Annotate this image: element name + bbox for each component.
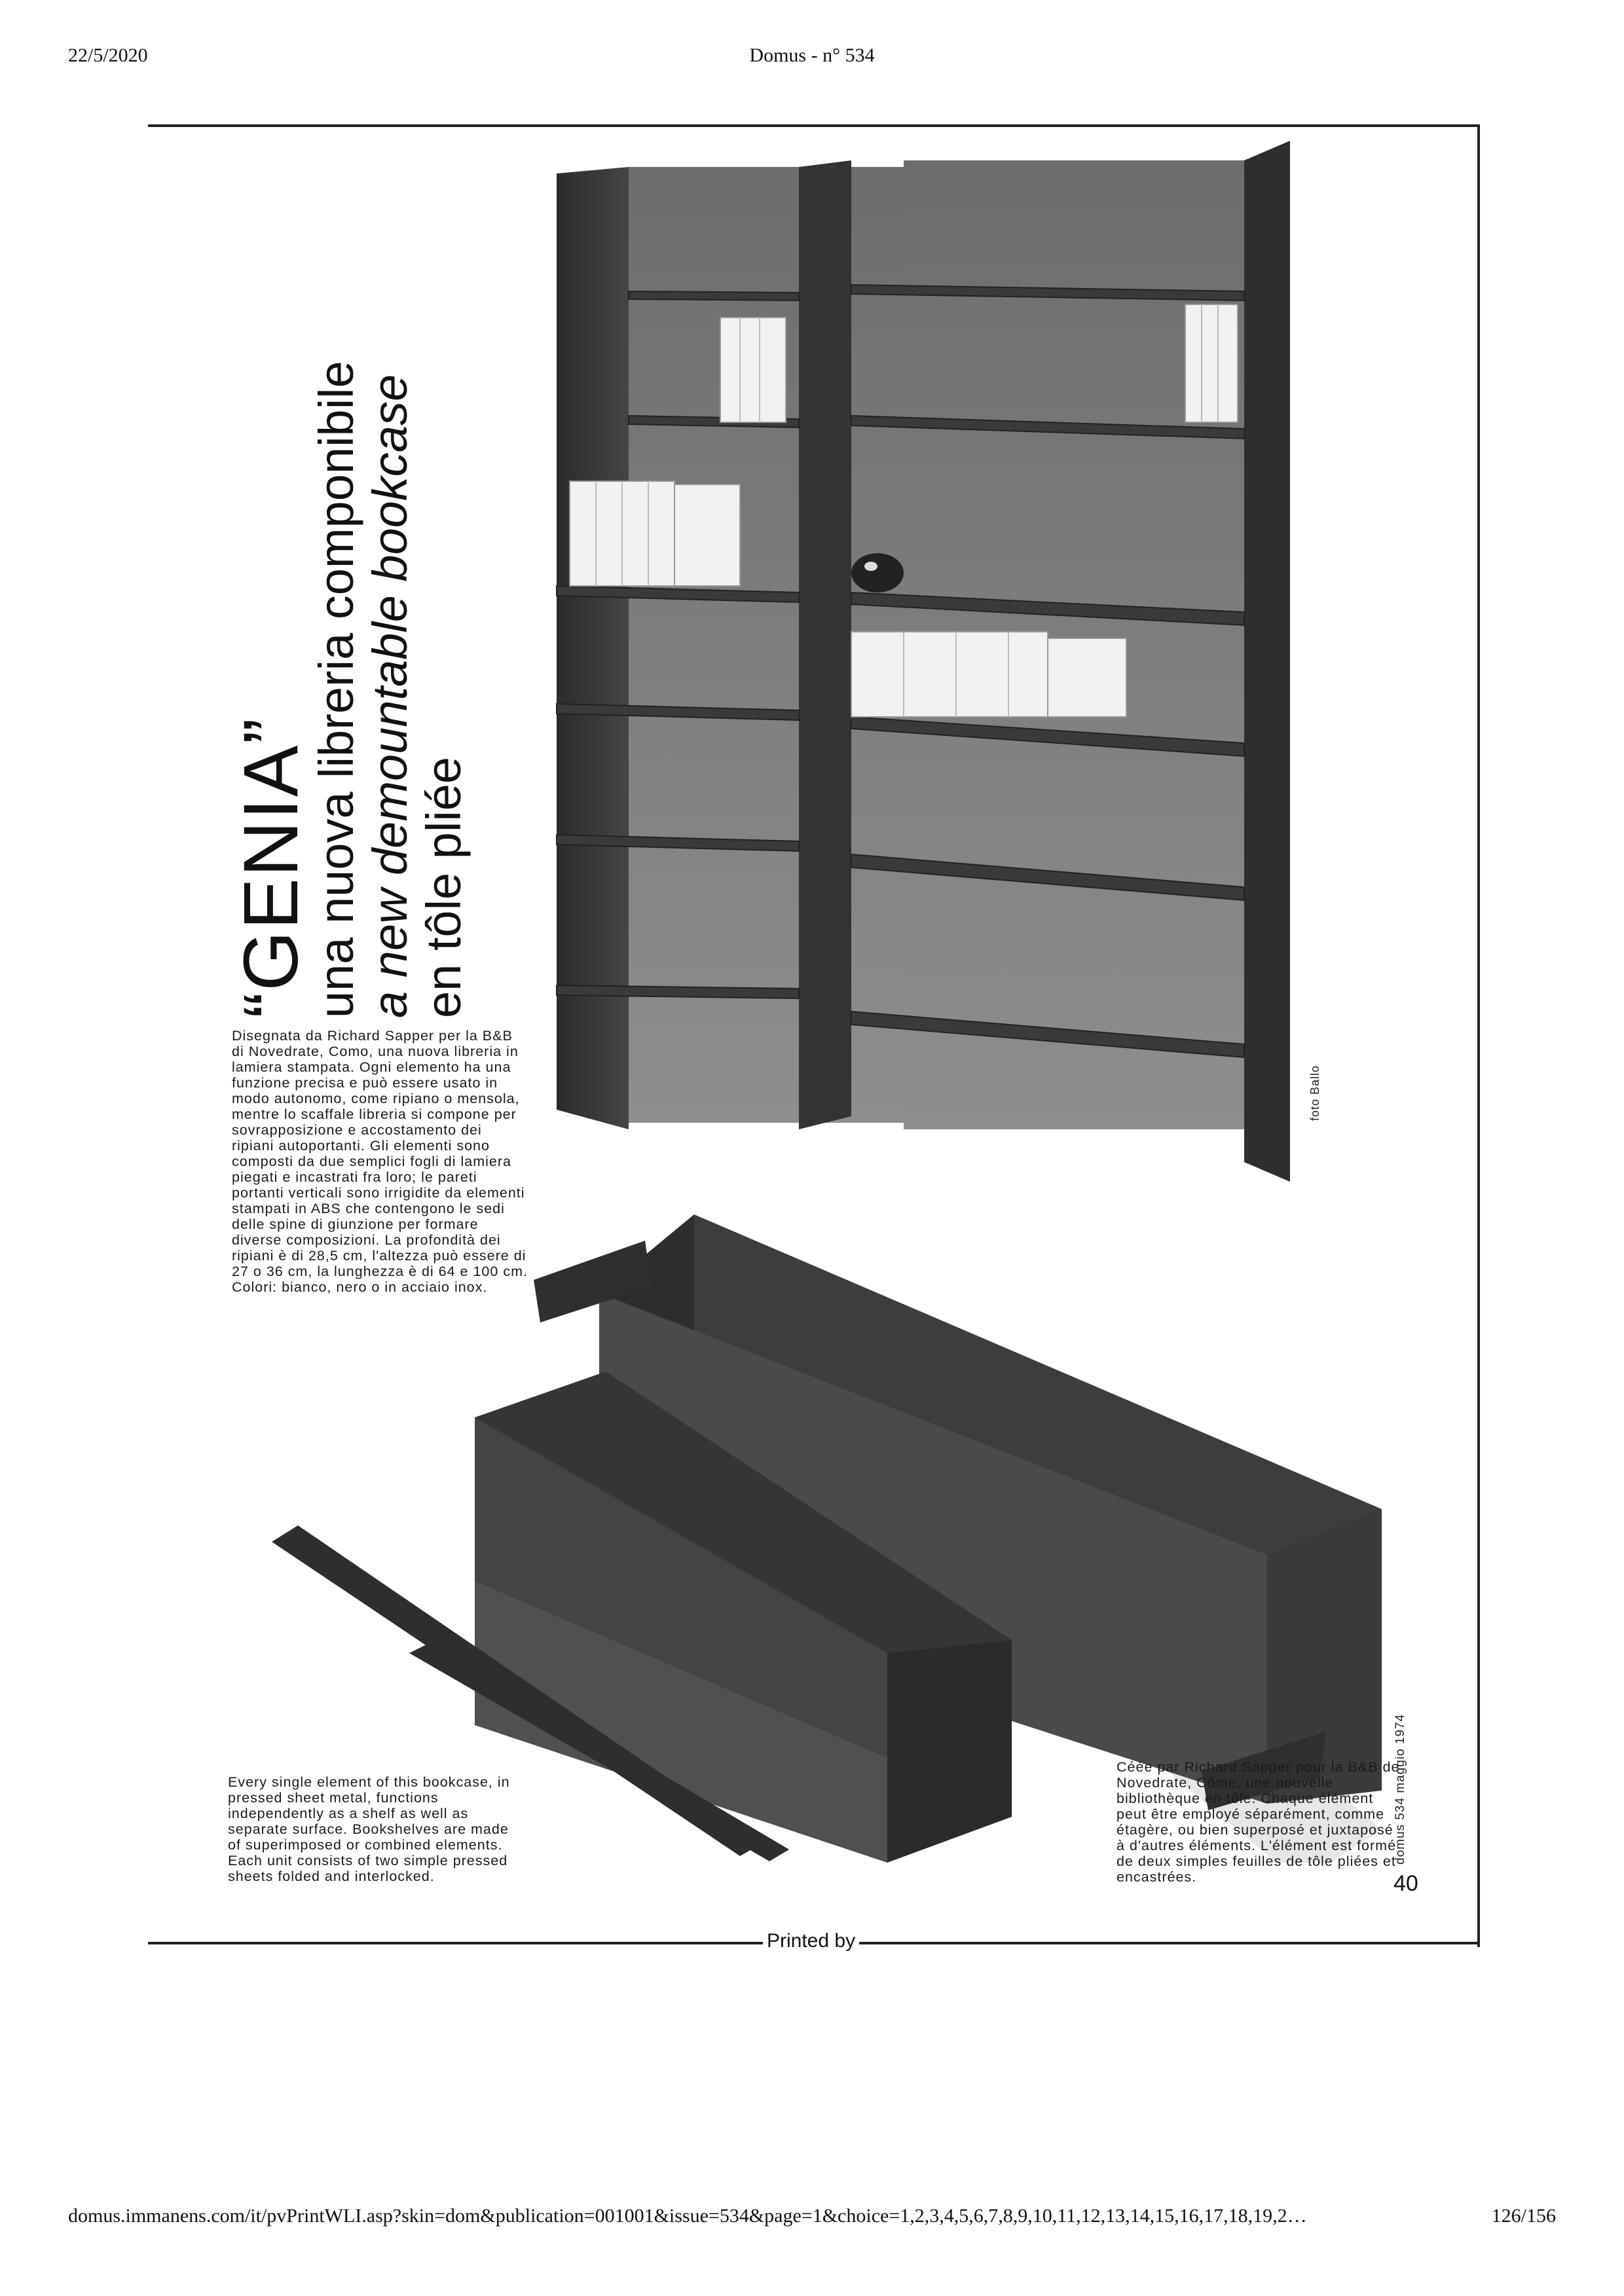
page-number: 40: [1393, 1871, 1418, 1896]
print-url: domus.immanens.com/it/pvPrintWLI.asp?skin=dom&publication=001001&issue=534&page=1&choice=1,2,3,4,5,6,7,8,9,10,11,12,13,14,15,16,17,18,19,2…: [68, 2205, 1307, 2227]
photo-credit: foto Ballo: [1308, 1065, 1321, 1121]
print-page-count: 126/156: [1491, 2205, 1556, 2227]
body-text-english: Every single element of this bookcase, in pressed sheet metal, functions independently as a shelf as well as separate surface. Bookshelves are made of superimposed or combined elements. Each unit consists of two simple pressed sheets folded and interlocked.: [228, 1774, 510, 1884]
decorative-sphere: [851, 553, 904, 592]
bookcase-photo: [537, 141, 1323, 1182]
body-text-french: Céée par Richard Sapper pour la B&B de Novedrate, Côme, une nouvelle bibliothèque en tôle. Chaque élément peut être employé séparément, comme étagère, ou bien superposé et juxtaposé à d'autres éléments. L'élément est formé de deux simples feuilles de tôle pliées et encastrées.: [1116, 1759, 1400, 1885]
printed-by-label: Printed by: [763, 1930, 859, 1952]
print-footer: [0, 2205, 1624, 2231]
subtitle-french: en tôle pliée: [416, 756, 471, 1018]
print-header: [0, 45, 1624, 71]
print-date: 22/5/2020: [68, 45, 148, 66]
print-title: Domus - n° 534: [749, 45, 875, 66]
subtitle-italian: una nuova libreria componibile: [309, 361, 363, 1018]
magazine-credit: domus 534 maggio 1974: [1393, 1713, 1407, 1865]
article-title: “GENIA”: [228, 717, 314, 1018]
subtitle-english: a new demountable bookcase: [363, 374, 417, 1018]
body-text-italian: Disegnata da Richard Sapper per la B&B di Novedrate, Como, una nuova libreria in lamiera stampata. Ogni elemento ha una funzione precisa e può essere usato in modo autonomo, come ripiano o mensola, mentre lo scaffale libreria si compone per sovrapposizione e accostamento dei ripiani autoportanti. Gli elementi sono composti da due semplici fogli di lamiera piegati e incastrati fra loro; le pareti portanti verticali sono irrigidite da elementi stampati in ABS che contengono le sedi delle spine di giunzione per formare diverse composizioni. La profondità dei ripiani è di 28,5 cm, l'altezza può essere di 27 o 36 cm, la lunghezza è di 64 e 100 cm. Colori: bianco, nero o in acciaio inox.: [232, 1028, 528, 1295]
article-headline: [228, 337, 481, 1018]
